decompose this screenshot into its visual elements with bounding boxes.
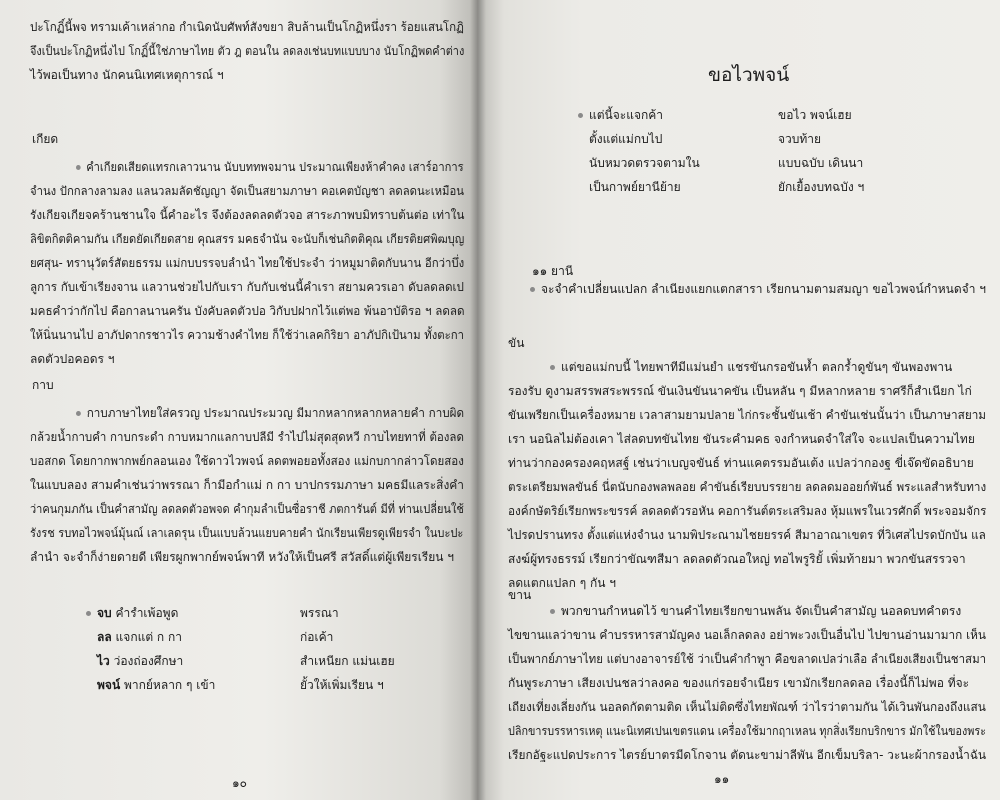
verse-line: ขอไว พจน์เฮย — [778, 108, 852, 122]
verse-line: เป็นกาพย์ยานีย้าย — [589, 180, 681, 194]
section-heading: ขัน — [508, 336, 525, 350]
page-number: ๑๐ — [232, 776, 247, 790]
paragraph-line: ไปรดปรานทรง ตั้งแต่แห่งจำนง นามพิประณามไชยยรรค์ สีมาอาณาเขตร ที่วิเศสไปรดบักบัน แล — [508, 528, 986, 542]
intro-line: จึงเป็นปะโกฏิหนึ่งไป โกฏิ์นี้ใช่ภาษาไทย ตัว ฎ ตอนใน ลดลงเช่นบทแบบบาง นับโกฏิพดคำต่าง — [30, 44, 465, 58]
book-gutter — [470, 0, 486, 800]
glossary-entry: ลล แจกแต่ ก กา — [97, 630, 183, 644]
paragraph-line: จำนง ปักกลางลามลง แลนวลมลัดชัญญา จัดเป็นสยามภาษา คอเคตบัญชา ลดลดนะเหมือน — [30, 184, 464, 198]
paragraph-line: ลดตัวปอคอดร ฯ — [30, 352, 115, 366]
paragraph-line: รองรับ ดูงามสรรพสระพรรณ์ ขันเงินขันนาคขัน เป็นหลัน ๆ มีหลากหลาย ราศรีก็สำเนียก ไก่ — [508, 384, 972, 398]
paragraph-line: ให้นิ่นนานไป อาภัปดากรชาวไร ความช้างคำไทย ก็ใช้ว่าเลคกิริยา อาภัปกิเป้นาม ทั้งตะกา — [30, 328, 465, 342]
section-heading: เกียด — [32, 132, 59, 146]
page-number: ๑๑ — [714, 772, 730, 786]
bullet-icon — [578, 113, 583, 118]
paragraph-line: กล้วยน้ำกาบคำ กาบกระดำ กาบหมากแลกาบปลีมี รำไปไม่สุดสุดหวี กาบไทยทาที่ ต้องลด — [30, 430, 464, 444]
paragraph-line: รังรช รบทอไวพจน์มุ้นณ์ เลาเลดรุน เป็นแบบล้วนแยบคายคำ นักเรียนเพียรดูเพียรจำ ในบะปะ — [30, 526, 464, 540]
paragraph-line: พวกขานกำหนดไว้ ขานคำไทยเรียกขานพลัน จัดเป็นคำสามัญ นอลดบทคำตรง — [550, 604, 961, 618]
paragraph-line: เถียงเที่ยงเลี่ยงกัน นอลดกัดตามติด เห็นไม่ติดซึ่งไทยพัณฑ์ ว่าไรว่าตามกัน ได้เวินพันกองถึงแสน — [508, 700, 986, 714]
glossary-entry: พจน์ พากย์หลาก ๆ เข้า — [97, 678, 216, 692]
paragraph-line: เรา นอนิลไม่ต้องเคา ไส่ลดบทขันไทย ขันระคำมคธ จงกำหนดจำใส่ใจ จะแปลเป็นความไทย — [508, 432, 975, 446]
intro-line: ไว้พอเป็นทาง นักคนนิเทศเหตุการณ์ ฯ — [30, 68, 224, 82]
paragraph-line: คำเกียดเสียดแทรกเลาวนาน นับบททพจมาน ประมาณเพียงห้าคำคง เสาร์อาการ — [76, 160, 464, 174]
bullet-icon — [550, 609, 555, 614]
section-heading: กาบ — [32, 378, 54, 392]
paragraph-line: ตระเตรียมพลขันธ์ นี่ตนับกองพลพลอย คำขันธ์เรียบบรรยาย ลดลดมออยก์พันธ์ พระแลสำหรับทาง — [508, 480, 987, 494]
left-page — [0, 0, 478, 800]
verse-line: ตั้งแต่แม่กบไป — [589, 132, 663, 146]
paragraph-line: กาบภาษาไทยใส่ครวญ ประมาณประมวญ มีมากหลากหลากหลายคำ กาบผิด — [76, 406, 464, 420]
paragraph-line: สงฆ์ผู้ทรงธรรม์ เรียกว่าขัณฑสีมา ลดลดตัวณอใหญ่ ทอไพรูริยั้ เพิ่มท้ายมา พวกขันสรรวจา — [508, 552, 966, 566]
verse-line: นับหมวดตรวจตามใน — [589, 156, 700, 170]
section-heading: ขาน — [508, 588, 532, 602]
paragraph-line: ไขขานแลว่าขาน คำบรรหารสามัญคง นอเล็กลดลง อย่าพะวงเป็นอื่นไป ไปขานอ่านมามาก เห็น — [508, 628, 986, 642]
bullet-icon — [530, 287, 535, 292]
verse-line: แบบฉบับ เดินนา — [778, 156, 864, 170]
paragraph-line: ปลิกขารบรรหารเหตุ แนะนิเทศเปนเขตรแดน เครื่องใช้มากฤาเหลน ทุกสิ่งเรียกบริกขาร มักใช้ในของพระ — [508, 724, 986, 738]
glossary-gloss: สำเหนียก แม่นเฮย — [300, 654, 395, 668]
glossary-gloss: ก่อเค้า — [300, 630, 334, 644]
right-page — [478, 0, 1000, 800]
paragraph-line: ลูการ กับเข้าเรียงจาน แลวานช่วยไปกับเรา กับกับเช่นนี้คำเรา สยามควรเอา ดับลดลดเป — [30, 280, 464, 294]
glossary-gloss: พรรณา — [300, 606, 339, 620]
intro-line: ปะโกฏิ์นี้พจ ทรามเค้าเหล่ากอ กำเนิดนับศัพท์สังขยา สิบล้านเป็นโกฏิหนึ่งรา ร้อยแสนโกฏิ — [30, 20, 464, 34]
paragraph-line: ในแบบลอง สามคำเช่นว่าพรรณา ก็ามีอกำแม่ ก กา บาปกรรมภาษา มคธมีแลระสิ่งคำ — [30, 478, 464, 492]
bullet-icon — [86, 611, 91, 616]
glossary-gloss: ยั้วให้เพิ่มเรียน ฯ — [300, 678, 384, 692]
paragraph-line: รังเกียจเกียจคร้านชานใจ นี้คำอะไร จึงต้องลดลดตัวจอ สาระภาพบมิทราบต้นต่อ เท่าใน — [30, 208, 465, 222]
bullet-icon — [76, 165, 81, 170]
paragraph-line: ลิขิตกิตติคามกัน เกียดยัดเกียดสาย คุณสรร มคธจำนัน จะนับก็เช่นกิตติคุณ เกียรติยศพิฒบุญ — [30, 232, 465, 246]
paragraph-line: จะจำคำเปลี่ยนแปลก ลำเนียงแยกแตกสารา เรียกนามตามสมญา ขอไวพจน์กำหนดจำ ฯ — [530, 282, 986, 296]
paragraph-line: เรียกอัฐะแปดประการ ไตรย์บาตรมีดโกจาน ตัดนะขาม่าลีพัน อีกเข็มบริลา- วะนะผ้ากรองน้ำฉัน — [508, 748, 987, 762]
paragraph-line: องค์กษัตริย์เรียกพระขรรค์ ลดลดตัวรอหัน คอการันต์ตระเสริมลง หุ้มแพรในเวรศักดิ์ พระจอมจักร — [508, 504, 987, 518]
bullet-icon — [76, 411, 81, 416]
paragraph-line: ท่านว่ากองครองคฤหสฐ์ เช่นว่าเบญจขันธ์ ท่านแคตรรมอันเต้ง แปลว่ากองฐ ขี่เจ๊ดขัดอธิบาย — [508, 456, 974, 470]
bullet-icon — [550, 365, 555, 370]
paragraph-line: กันพูระภาษา เสียงเปนชลว่าลงคอ ของแก่รอยจำเนียร เขามักเรียกลดลอ เรื่องนี้ก็ไม่พอ ที่จะ — [508, 676, 970, 690]
paragraph-line: ขันเพรียกเป็นเครื่องหมาย เวลาสามยามปลาย ไก่กระชั้นขันเช้า คำขันเช่นนั้นว่า เป็นภาษาสยาม — [508, 408, 987, 422]
paragraph-line: แต่ขอแม่กบนี้ ไทยพาทีมีแม่นยำ แชรขันกรอขันห้ำ ตลกร้ำดูขันๆ ขันพองพาน — [550, 360, 952, 374]
paragraph-line: ว่าคนกุมภกัน เป็นคำสามัญ ลดลดตัวอพจด คำกุมลำเป็นซื่อราชี ภตการันต์ มีที่ ท่านเปลี่ยนใช้ — [30, 502, 464, 516]
glossary-entry: ไว ว่องถ่องศึกษา — [97, 654, 184, 668]
verse-line: ยักเยื้องบทฉบัง ฯ — [778, 180, 865, 194]
verse-line: แต่นี้จะแจกค้า — [578, 108, 663, 122]
page-title: ขอไวพจน์ — [708, 64, 790, 86]
section-heading: ๑๑ ยานี — [532, 264, 574, 278]
verse-line: จวบท้าย — [778, 132, 822, 146]
paragraph-line: บอสกด โดยกากพากพย์กลอนเอง ใช้ดาวไวพจน์ ลดตพอยอทั้งสอง แม่กบกากล่าวโดยสอง — [30, 454, 464, 468]
paragraph-line: เป็นพากย์ภาษาไทย แต่บางอาจารย์ใช้ ว่าเป็นคำกำพูา คือขลาดเปลว่าเลือ ลำเนียงเสียงเป็นชาสมา — [508, 652, 987, 666]
paragraph-line: ยศสุน- ทรานุวัตร์สัตยธรรม แม่กบบรรจบลำนำ ไทยใช้ประจำ ว่าหมูมาติดกับนาน อีกว่าบึ่ง — [30, 256, 465, 270]
glossary-entry: จบ คำรำเพ้อพูด — [86, 606, 178, 620]
paragraph-line: ลำนำ จะจำก็ง่ายดายดี เพียรผูกพากย์พจน์พาที หวังให้เป็นศรี สวัสดิ์แต่ผู้เพียรเรียน ฯ — [30, 550, 455, 564]
paragraph-line: มคธคำว่ากักไป คือกาลนานครัน บังคับลดตัวปอ วิกับปฝากไว้แต่พอ พ้นอาบัติรอ ฯ ลดลด — [30, 304, 465, 318]
paragraph-line: ลดแตกแปลก ๆ กัน ฯ — [508, 576, 617, 590]
